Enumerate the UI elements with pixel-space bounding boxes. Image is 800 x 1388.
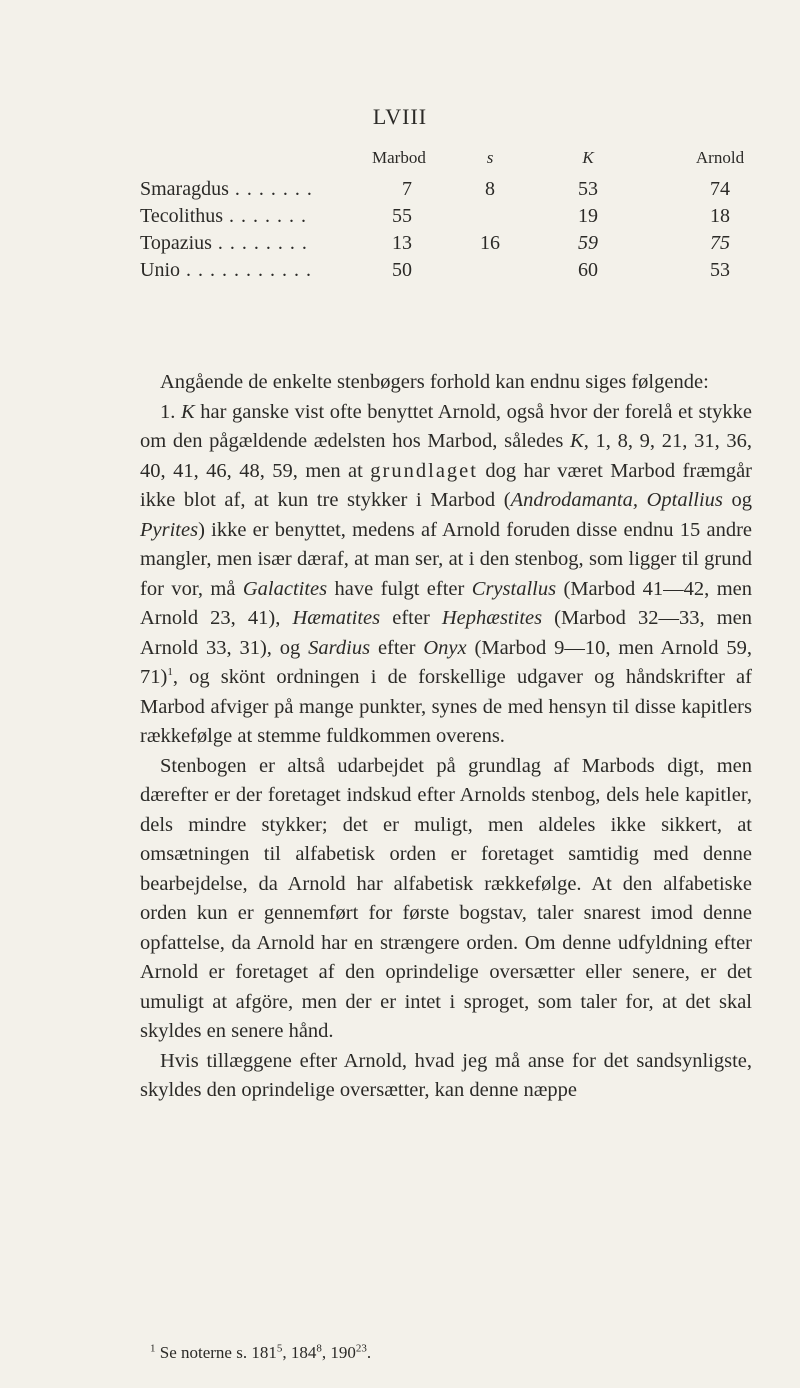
- row-k: 60: [578, 259, 598, 281]
- row-name: Topazius . . . . . . . .: [140, 232, 308, 254]
- row-marbod: 55: [392, 205, 412, 227]
- row-marbod: 50: [392, 259, 412, 281]
- row-k: 59: [578, 232, 598, 254]
- header-k: K: [582, 148, 594, 167]
- paragraph: Angående de enkelte stenbøgers forhold kan endnu siges følgende:: [160, 371, 709, 393]
- header-marbod: Marbod: [372, 148, 426, 167]
- row-marbod: 7: [402, 178, 412, 200]
- paragraph: 1. K har ganske vist ofte benyttet Arnold, også hvor der forelå et stykke om den pågældende ædelsten hos Marbod, således K, 1, 8, 9, 21, 31, 36, 40, 41, 46, 48, 59, men at grundlaget dog har været Marbod fræmgår ikke blot af, at kun tre stykker i Marbod (Androdamanta, Optallius og Pyrites) ikke er benyttet, medens af Arnold foruden disse endnu 15 andre mangler, men især dæraf, at man ser, at i den stenbog, som ligger til grund for vor, må Galactites have fulgt efter Crystallus (Marbod 41—42, men Arnold 23, 41), Hæmatites efter Hephæstites (Marbod 32—33, men Arnold 33, 31), og Sardius efter Onyx (Marbod 9—10, men Arnold 59, 71)$^1$, og skönt ordningen i de forskellige udgaver og håndskrifter af Marbod afviger på mange punkter, synes de med hensyn til disse kapitlers rækkefølge at stemme fuldkommen overens.: [140, 400, 753, 747]
- row-arnold: 18: [710, 205, 730, 227]
- row-arnold: 75: [710, 232, 730, 254]
- paragraph: Hvis tillæggene efter Arnold, hvad jeg må anse for det sandsynligste, skyldes den oprindelige oversætter, kan denne næppe: [140, 1049, 752, 1101]
- table-row: [140, 232, 760, 259]
- header-s: s: [486, 148, 494, 167]
- paragraph: Stenbogen er altså udarbejdet på grundlag af Marbods digt, men dærefter er der foretaget indskud efter Arnolds stenbog, dels hele kapitler, dels mindre stykker; det er muligt, men aldeles ikke sikkert, at omsætningen til alfabetisk orden er foretaget samtidig med denne bearbejdelse, da Arnold har alfabetisk rækkefølge. At den alfabetiske orden kun er gennemført for første bogstav, taler snarest imod denne opfattelse, da Arnold har en strængere orden. Om denne udfyldning efter Arnold er foretaget af den oprindelige oversætter eller senere, er det umuligt at afgöre, men der er intet i sproget, som taler for, at det skal skyldes en senere hånd.: [140, 754, 752, 1042]
- row-s: 8: [485, 178, 495, 200]
- row-marbod: 13: [392, 232, 412, 254]
- row-name: Smaragdus . . . . . . .: [140, 178, 313, 200]
- header-arnold: Arnold: [695, 148, 745, 167]
- table-row: [140, 205, 760, 232]
- row-k: 53: [578, 178, 598, 200]
- row-name: Unio . . . . . . . . . . .: [140, 259, 312, 281]
- footnote-ref: 1: [167, 666, 173, 679]
- stone-comparison-table: [140, 148, 760, 286]
- body-text: [140, 368, 752, 1106]
- footnote: $^1$ Se noterne s. $181^5$, $184^8$, $190^{23}$.: [150, 1342, 372, 1362]
- row-arnold: 74: [710, 178, 730, 200]
- table-row: [140, 178, 760, 205]
- row-arnold: 53: [710, 259, 730, 281]
- table-header-row: [140, 148, 760, 178]
- row-s: 16: [480, 232, 500, 254]
- page-header: LVIII: [372, 104, 428, 129]
- row-k: 19: [578, 205, 598, 227]
- row-name: Tecolithus . . . . . . .: [140, 205, 308, 227]
- table-row: [140, 259, 760, 286]
